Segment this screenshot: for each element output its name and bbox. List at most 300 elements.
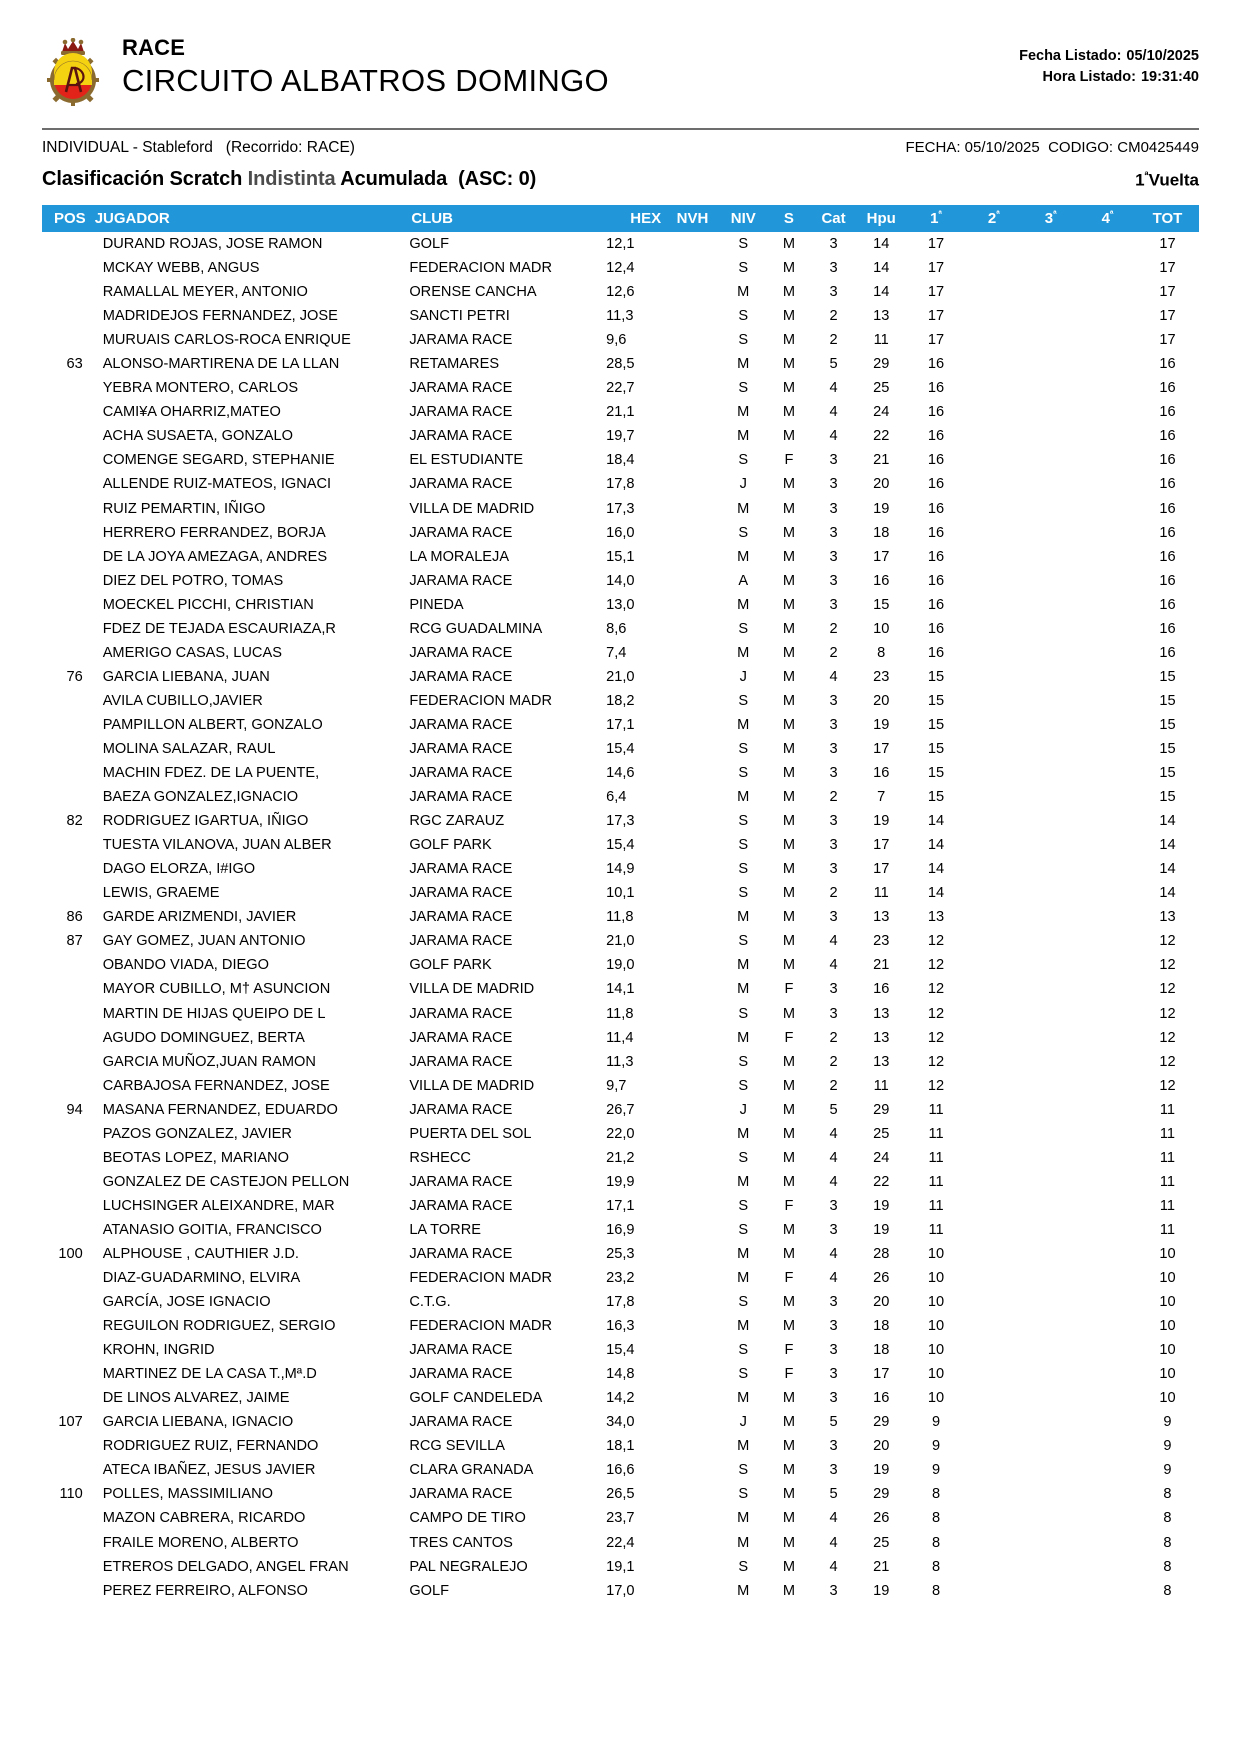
- cell-v4: [1079, 472, 1136, 496]
- cell-v1: 11: [928, 1125, 944, 1142]
- table-row[interactable]: [42, 1266, 1199, 1290]
- cell-v2: [965, 1266, 1022, 1290]
- cell-niv: S: [738, 692, 749, 709]
- cell-niv: S: [738, 1005, 749, 1022]
- cell-name: KROHN, INGRID: [102, 1342, 215, 1359]
- cell-name: DAGO ELORZA, I#IGO: [102, 861, 256, 878]
- cell-pos: [42, 328, 91, 352]
- table-row[interactable]: [42, 1410, 1199, 1434]
- table-row[interactable]: [42, 713, 1199, 737]
- cell-nvh: [665, 737, 720, 761]
- cell-hpu: 21: [873, 452, 890, 469]
- cell-name: FDEZ DE TEJADA ESCAURIAZA,R: [102, 620, 336, 637]
- table-row[interactable]: [42, 617, 1199, 641]
- cell-hex: 17,8: [606, 1294, 635, 1311]
- cell-v3: [1022, 785, 1079, 809]
- cell-v2: [965, 929, 1022, 953]
- cell-pos: [42, 1290, 91, 1314]
- table-row[interactable]: [42, 833, 1199, 857]
- cell-v1: 16: [927, 452, 945, 469]
- cell-v3: [1022, 977, 1079, 1001]
- table-row[interactable]: [42, 857, 1199, 881]
- cell-v1: 8: [931, 1486, 941, 1503]
- cell-v2: [965, 1122, 1022, 1146]
- col-header-vuelta-2[interactable]: $2^ª$: [965, 205, 1022, 232]
- cell-v3: [1022, 1074, 1079, 1098]
- col-header-club[interactable]: CLUB: [405, 205, 598, 232]
- table-row[interactable]: [42, 1314, 1199, 1338]
- cell-nvh: [665, 881, 720, 905]
- cell-s: M: [782, 813, 795, 830]
- cell-v4: [1079, 1531, 1136, 1555]
- cell-v2: [965, 569, 1022, 593]
- cell-name: ETREROS DELGADO, ANGEL FRAN: [102, 1558, 349, 1575]
- cell-niv: M: [737, 644, 750, 661]
- cell-nvh: [665, 785, 720, 809]
- cell-v3: [1022, 497, 1079, 521]
- cell-s: M: [782, 500, 795, 517]
- table-row[interactable]: [42, 689, 1199, 713]
- cell-s: M: [782, 1245, 795, 1262]
- cell-v3: [1022, 1314, 1079, 1338]
- cell-niv: M: [737, 1438, 750, 1455]
- cell-name: ATANASIO GOITIA, FRANCISCO: [102, 1221, 322, 1238]
- cell-v4: [1079, 232, 1136, 256]
- cell-v2: [965, 593, 1022, 617]
- cell-v4: [1079, 1579, 1136, 1603]
- cell-s: M: [782, 957, 795, 974]
- cell-hpu: 13: [873, 308, 890, 325]
- col-header-vuelta-3[interactable]: $3^ª$: [1022, 205, 1079, 232]
- cell-hpu: 20: [873, 1294, 890, 1311]
- table-row[interactable]: [42, 641, 1199, 665]
- cell-v2: [965, 977, 1022, 1001]
- cell-pos: 82: [66, 813, 83, 830]
- cell-tot: 10: [1159, 1366, 1176, 1383]
- cell-niv: A: [738, 572, 749, 589]
- cell-niv: S: [738, 1366, 749, 1383]
- cell-nvh: [665, 521, 720, 545]
- cell-v1: 16: [927, 380, 945, 397]
- cell-v1: 15: [927, 740, 945, 757]
- cell-v2: [965, 1362, 1022, 1386]
- cell-hpu: 17: [873, 837, 890, 854]
- cell-hex: 22,0: [606, 1125, 635, 1142]
- cell-hpu: 16: [873, 765, 890, 782]
- table-row[interactable]: [42, 569, 1199, 593]
- cell-niv: S: [738, 620, 749, 637]
- cell-hpu: 19: [873, 1462, 890, 1479]
- cell-pos: [42, 1579, 91, 1603]
- cell-hpu: 19: [873, 716, 890, 733]
- col-header-cat[interactable]: Cat: [811, 205, 856, 232]
- cell-v3: [1022, 593, 1079, 617]
- cell-v3: [1022, 1434, 1079, 1458]
- table-row[interactable]: [42, 352, 1199, 376]
- cell-niv: M: [737, 1390, 750, 1407]
- cell-v1: 10: [927, 1318, 945, 1335]
- cell-hpu: 18: [873, 1318, 890, 1335]
- col-header-vuelta-1[interactable]: $1^ª$: [907, 205, 966, 232]
- table-row[interactable]: [42, 1290, 1199, 1314]
- cell-v3: [1022, 1218, 1079, 1242]
- cell-hpu: 17: [873, 548, 890, 565]
- cell-cat: 3: [829, 1342, 838, 1359]
- cell-v1: 16: [927, 572, 945, 589]
- cell-s: M: [782, 428, 795, 445]
- cell-v3: [1022, 761, 1079, 785]
- cell-v3: [1022, 521, 1079, 545]
- cell-name: DE LINOS ALVAREZ, JAIME: [102, 1390, 290, 1407]
- cell-hex: 11,8: [606, 1005, 634, 1022]
- table-row[interactable]: [42, 424, 1199, 448]
- cell-v1: 10: [927, 1342, 945, 1359]
- cell-s: M: [782, 308, 795, 325]
- cell-name: BEOTAS LOPEZ, MARIANO: [102, 1149, 289, 1166]
- cell-tot: 10: [1159, 1245, 1176, 1262]
- header-divider: [42, 128, 1199, 130]
- cell-cat: 3: [829, 572, 838, 589]
- cell-hpu: 13: [873, 1029, 890, 1046]
- cell-hex: 19,7: [606, 428, 635, 445]
- table-row[interactable]: [42, 1506, 1199, 1530]
- cell-hpu: 28: [873, 1245, 890, 1262]
- cell-nvh: [665, 809, 720, 833]
- table-row[interactable]: [42, 376, 1199, 400]
- cell-cat: 3: [829, 1390, 838, 1407]
- cell-hex: 21,0: [606, 933, 635, 950]
- table-row[interactable]: [42, 497, 1199, 521]
- table-row[interactable]: [42, 1531, 1199, 1555]
- cell-pos: [42, 232, 91, 256]
- table-row[interactable]: [42, 1194, 1199, 1218]
- cell-v2: [965, 328, 1022, 352]
- cell-niv: S: [738, 260, 749, 277]
- cell-v4: [1079, 497, 1136, 521]
- cell-tot: 8: [1163, 1486, 1172, 1503]
- cell-s: M: [782, 596, 795, 613]
- cell-v4: [1079, 400, 1136, 424]
- table-row[interactable]: [42, 304, 1199, 328]
- cell-hpu: 16: [873, 572, 890, 589]
- title-block: [122, 30, 609, 98]
- table-row[interactable]: [42, 1579, 1199, 1603]
- cell-club: VILLA DE MADRID: [409, 981, 535, 998]
- table-row[interactable]: [42, 1242, 1199, 1266]
- cell-name: RODRIGUEZ IGARTUA, IÑIGO: [102, 813, 309, 830]
- cell-v1: 11: [928, 1221, 944, 1238]
- cell-tot: 11: [1159, 1221, 1176, 1238]
- cell-tot: 16: [1159, 620, 1176, 637]
- cell-hpu: 21: [873, 1558, 890, 1575]
- cell-s: M: [782, 885, 795, 902]
- classification-part2: Indistinta: [247, 168, 336, 190]
- cell-niv: S: [738, 380, 749, 397]
- cell-hpu: 18: [873, 1342, 890, 1359]
- cell-v4: [1079, 1218, 1136, 1242]
- col-header-tot[interactable]: TOT: [1136, 205, 1199, 232]
- cell-club: JARAMA RACE: [409, 476, 513, 493]
- cell-name: RODRIGUEZ RUIZ, FERNANDO: [102, 1438, 319, 1455]
- cell-name: DURAND ROJAS, JOSE RAMON: [102, 236, 323, 252]
- cell-s: M: [782, 1221, 795, 1238]
- col-header-hpu[interactable]: Hpu: [856, 205, 907, 232]
- table-row[interactable]: [42, 593, 1199, 617]
- cell-pos: 94: [66, 1101, 83, 1118]
- cell-hex: 17,1: [606, 1197, 635, 1214]
- cell-cat: 2: [829, 1053, 838, 1070]
- cell-pos: [42, 521, 91, 545]
- cell-s: F: [784, 1342, 794, 1359]
- cell-nvh: [665, 761, 720, 785]
- cell-v2: [965, 304, 1022, 328]
- table-row[interactable]: [42, 1434, 1199, 1458]
- cell-tot: 12: [1159, 1029, 1176, 1046]
- cell-cat: 5: [829, 1486, 838, 1503]
- table-row[interactable]: [42, 737, 1199, 761]
- cell-v2: [965, 761, 1022, 785]
- table-row[interactable]: [42, 1218, 1199, 1242]
- table-row[interactable]: [42, 665, 1199, 689]
- cell-tot: 11: [1159, 1197, 1176, 1214]
- subheader: [42, 139, 1199, 163]
- table-row[interactable]: [42, 400, 1199, 424]
- cell-nvh: [665, 1290, 720, 1314]
- cell-hpu: 16: [873, 981, 890, 998]
- cell-name: CARBAJOSA FERNANDEZ, JOSE: [102, 1077, 330, 1094]
- cell-cat: 4: [829, 1125, 838, 1142]
- table-row[interactable]: [42, 1146, 1199, 1170]
- cell-niv: M: [737, 596, 750, 613]
- table-row[interactable]: [42, 977, 1199, 1001]
- cell-v3: [1022, 929, 1079, 953]
- cell-v2: [965, 400, 1022, 424]
- cell-hpu: 24: [873, 1149, 890, 1166]
- cell-v2: [965, 232, 1022, 256]
- cell-niv: S: [738, 740, 749, 757]
- cell-hex: 15,4: [606, 740, 635, 757]
- col-header-hex[interactable]: HEX: [598, 205, 665, 232]
- cell-v2: [965, 1194, 1022, 1218]
- cell-s: M: [782, 260, 795, 277]
- cell-hex: 17,0: [606, 1582, 635, 1599]
- cell-name: OBANDO VIADA, DIEGO: [102, 957, 269, 974]
- cell-hex: 15,4: [606, 837, 635, 854]
- cell-club: JARAMA RACE: [409, 1245, 513, 1262]
- cell-tot: 16: [1159, 596, 1176, 613]
- fecha-listado-value: 05/10/2025: [1126, 48, 1199, 64]
- cell-hex: 14,9: [606, 861, 635, 878]
- col-header-nvh[interactable]: NVH: [665, 205, 720, 232]
- table-row[interactable]: [42, 1386, 1199, 1410]
- cell-tot: 13: [1159, 909, 1176, 926]
- table-row[interactable]: [42, 761, 1199, 785]
- cell-pos: [42, 953, 91, 977]
- cell-nvh: [665, 497, 720, 521]
- cell-hex: 18,1: [606, 1438, 635, 1455]
- cell-s: M: [782, 837, 795, 854]
- table-row[interactable]: [42, 545, 1199, 569]
- cell-name: PAMPILLON ALBERT, GONZALO: [102, 716, 323, 733]
- table-row[interactable]: [42, 328, 1199, 352]
- cell-v3: [1022, 1555, 1079, 1579]
- cell-pos: [42, 593, 91, 617]
- cell-tot: 16: [1159, 380, 1176, 397]
- asc-label: (ASC: 0): [458, 168, 537, 190]
- cell-cat: 3: [829, 1366, 838, 1383]
- cell-nvh: [665, 1026, 720, 1050]
- standings-table: [42, 205, 1199, 1603]
- table-row[interactable]: [42, 1122, 1199, 1146]
- cell-niv: S: [738, 236, 749, 252]
- cell-pos: [42, 1458, 91, 1482]
- table-row[interactable]: [42, 1074, 1199, 1098]
- col-header-s[interactable]: S: [767, 205, 812, 232]
- cell-name: MADRIDEJOS FERNANDEZ, JOSE: [102, 308, 338, 325]
- cell-nvh: [665, 833, 720, 857]
- cell-v3: [1022, 1170, 1079, 1194]
- cell-v4: [1079, 1338, 1136, 1362]
- cell-hpu: 29: [873, 1101, 890, 1118]
- cell-nvh: [665, 304, 720, 328]
- cell-tot: 11: [1159, 1173, 1176, 1190]
- cell-hex: 26,7: [606, 1101, 635, 1118]
- cell-hex: 11,3: [606, 1053, 634, 1070]
- cell-v4: [1079, 521, 1136, 545]
- table-row[interactable]: [42, 280, 1199, 304]
- cell-tot: 15: [1159, 692, 1176, 709]
- table-row[interactable]: [42, 472, 1199, 496]
- table-row[interactable]: [42, 953, 1199, 977]
- table-row[interactable]: [42, 1338, 1199, 1362]
- cell-v1: 16: [927, 500, 945, 517]
- cell-club: JARAMA RACE: [409, 740, 513, 757]
- table-row[interactable]: [42, 1002, 1199, 1026]
- page-title: CIRCUITO ALBATROS DOMINGO: [122, 63, 609, 99]
- table-row[interactable]: [42, 1555, 1199, 1579]
- cell-v2: [965, 737, 1022, 761]
- cell-nvh: [665, 256, 720, 280]
- table-row[interactable]: [42, 929, 1199, 953]
- cell-v1: 17: [927, 332, 945, 349]
- cell-v4: [1079, 737, 1136, 761]
- cell-hex: 17,3: [606, 813, 635, 830]
- cell-name: MAZON CABRERA, RICARDO: [102, 1510, 306, 1527]
- cell-s: M: [782, 404, 795, 421]
- cell-niv: M: [737, 1534, 750, 1551]
- table-row[interactable]: [42, 881, 1199, 905]
- cell-hex: 34,0: [606, 1414, 635, 1431]
- cell-pos: 107: [58, 1414, 83, 1431]
- cell-club: JARAMA RACE: [409, 1366, 513, 1383]
- cell-v2: [965, 833, 1022, 857]
- table-row[interactable]: [42, 785, 1199, 809]
- cell-pos: [42, 1362, 91, 1386]
- vuelta-label: [1135, 170, 1199, 191]
- table-row[interactable]: [42, 1482, 1199, 1506]
- col-header-vuelta-4[interactable]: $4^ª$: [1079, 205, 1136, 232]
- cell-v1: 14: [927, 837, 945, 854]
- table-row[interactable]: [42, 1098, 1199, 1122]
- cell-s: M: [782, 1173, 795, 1190]
- cell-tot: 9: [1163, 1414, 1172, 1431]
- cell-hpu: 25: [873, 1534, 890, 1551]
- cell-name: GONZALEZ DE CASTEJON PELLON: [102, 1173, 350, 1190]
- table-row[interactable]: [42, 521, 1199, 545]
- cell-v2: [965, 1170, 1022, 1194]
- cell-v2: [965, 1458, 1022, 1482]
- cell-name: PEREZ FERREIRO, ALFONSO: [102, 1582, 308, 1599]
- cell-pos: [42, 1338, 91, 1362]
- cell-cat: 3: [829, 1005, 838, 1022]
- cell-cat: 3: [829, 284, 838, 301]
- table-row[interactable]: [42, 448, 1199, 472]
- col-header-pos[interactable]: POS: [42, 205, 91, 232]
- cell-v4: [1079, 569, 1136, 593]
- cell-tot: 17: [1159, 332, 1176, 349]
- cell-v3: [1022, 1482, 1079, 1506]
- cell-name: FRAILE MORENO, ALBERTO: [102, 1534, 299, 1551]
- table-row[interactable]: [42, 905, 1199, 929]
- cell-cat: 4: [829, 933, 838, 950]
- table-row[interactable]: [42, 256, 1199, 280]
- cell-tot: 17: [1159, 260, 1176, 277]
- table-row[interactable]: [42, 1170, 1199, 1194]
- cell-hex: 14,2: [606, 1390, 635, 1407]
- cell-v4: [1079, 376, 1136, 400]
- table-row[interactable]: [42, 1362, 1199, 1386]
- cell-pos: [42, 304, 91, 328]
- cell-niv: S: [738, 885, 749, 902]
- cell-cat: 3: [829, 524, 838, 541]
- cell-tot: 12: [1159, 957, 1176, 974]
- cell-pos: [42, 448, 91, 472]
- cell-pos: [42, 1266, 91, 1290]
- cell-v4: [1079, 1410, 1136, 1434]
- cell-v1: 17: [927, 260, 945, 277]
- cell-club: CLARA GRANADA: [409, 1462, 534, 1479]
- table-row[interactable]: [42, 1050, 1199, 1074]
- table-row[interactable]: [42, 1026, 1199, 1050]
- col-header-jugador[interactable]: JUGADOR: [91, 205, 406, 232]
- cell-s: M: [782, 740, 795, 757]
- cell-v1: 9: [931, 1462, 941, 1479]
- cell-niv: S: [738, 933, 749, 950]
- cell-club: JARAMA RACE: [409, 644, 513, 661]
- cell-v4: [1079, 424, 1136, 448]
- cell-pos: [42, 737, 91, 761]
- cell-hex: 18,2: [606, 692, 635, 709]
- cell-cat: 3: [829, 1294, 838, 1311]
- table-row[interactable]: [42, 1458, 1199, 1482]
- table-row[interactable]: [42, 232, 1199, 256]
- cell-hpu: 25: [873, 1125, 890, 1142]
- cell-s: M: [782, 548, 795, 565]
- cell-pos: [42, 1506, 91, 1530]
- cell-niv: S: [738, 1077, 749, 1094]
- cell-hex: 13,0: [606, 596, 635, 613]
- col-header-niv[interactable]: NIV: [720, 205, 767, 232]
- cell-tot: 16: [1159, 476, 1176, 493]
- cell-s: M: [782, 1149, 795, 1166]
- cell-cat: 2: [829, 789, 838, 806]
- table-row[interactable]: [42, 809, 1199, 833]
- cell-club: JARAMA RACE: [409, 668, 513, 685]
- cell-niv: M: [737, 356, 750, 373]
- vuelta-word: Vuelta: [1148, 170, 1199, 190]
- cell-club: GOLF: [409, 1582, 450, 1599]
- cell-name: MACHIN FDEZ. DE LA PUENTE,: [102, 765, 320, 782]
